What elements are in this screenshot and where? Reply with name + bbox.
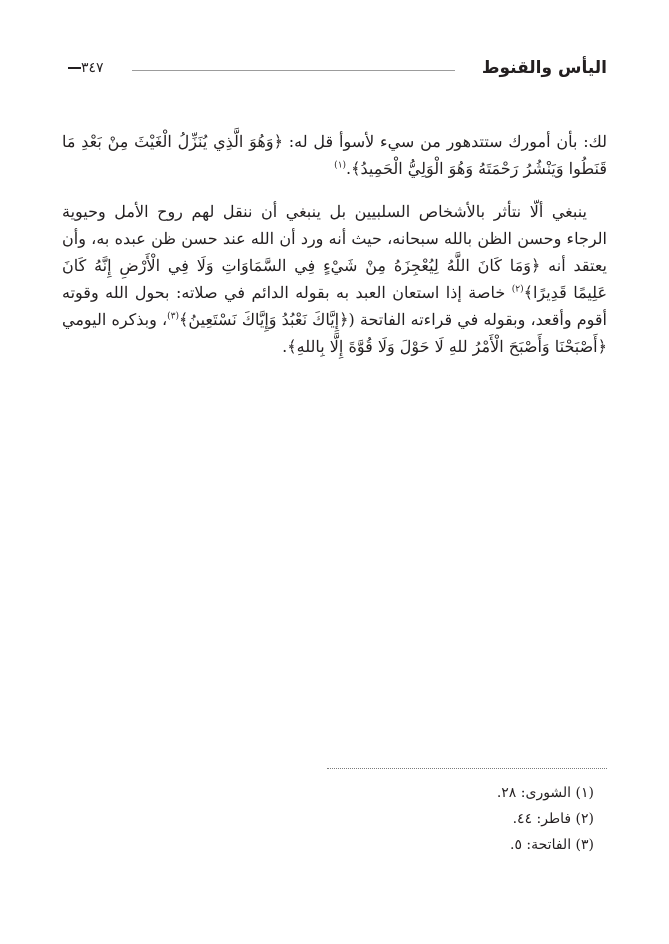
paragraph-1-end: . — [346, 159, 352, 178]
footnote-separator — [327, 768, 607, 769]
footnote-ref-1[interactable]: (١) — [334, 160, 347, 171]
paragraph-2-text-c: ، وبذكره اليومي — [62, 310, 168, 329]
quran-verse-2: ﴿وَمَا كَانَ اللَّهُ لِيُعْجِزَهُ مِنْ شَيْءٍ فِي السَّمَاوَاتِ وَلَا فِي الْأَرْضِ إِنَّهُ كَانَ عَلِيمًا قَدِيرًا﴾ — [62, 256, 608, 302]
quran-verse-4: ﴿أَصْبَحْنَا وَأَصْبَحَ الْأَمْرُ للهِ لَا حَوْلَ وَلَا قُوَّةَ إِلَّا بِاللهِ﴾ — [287, 337, 607, 356]
footnotes — [62, 780, 594, 858]
footnote-3: (٣) الفاتحة: ٥. — [509, 837, 594, 853]
paragraph-2 — [62, 198, 607, 360]
footnote-2: (٢) فاطر: ٤٤. — [512, 811, 594, 827]
page-number-value: ٣٤٧ — [81, 60, 104, 76]
body-text — [62, 128, 607, 376]
footnote-1: (١) الشورى: ٢٨. — [496, 785, 594, 801]
running-title: اليأس والقنوط — [481, 58, 607, 78]
footnote-ref-2[interactable]: (٢) — [511, 284, 524, 295]
header-rule — [132, 70, 455, 71]
page-number — [64, 60, 104, 76]
quran-verse-3: ﴿إِيَّاكَ نَعْبُدُ وَإِيَّاكَ نَسْتَعِينُ﴾ — [179, 310, 349, 329]
paragraph-1 — [62, 128, 607, 182]
page-header — [62, 58, 607, 82]
paragraph-1-text: لك: بأن أمورك ستتدهور من سيء لأسوأ قل له: — [282, 132, 608, 151]
paragraph-2-text-b: خاصة إذا استعان العبد به بقوله الدائم في صلاته: بحول الله وقوته أقوم وأقعد، وبقوله في قراءته الفاتحة ( — [62, 283, 607, 329]
footnote-ref-3[interactable]: (٣) — [167, 311, 180, 322]
quran-verse-1: ﴿وَهُوَ الَّذِي يُنَزِّلُ الْغَيْثَ مِنْ بَعْدِ مَا قَنَطُوا وَيَنْشُرُ رَحْمَتَهُ وَهُوَ الْوَلِيُّ الْحَمِيدُ﴾ — [62, 132, 607, 178]
paragraph-2-text-a: ينبغي ألّا نتأثر بالأشخاص السلبيين بل ينبغي أن ننقل لهم روح الأمل وحيوية الرجاء وحسن الظن بالله سبحانه، حيث أنه ورد أن الله عند حسن ظن عبده به، وأن يعتقد أنه — [62, 202, 608, 275]
page-number-dash — [68, 67, 81, 69]
paragraph-2-end: . — [282, 337, 288, 356]
